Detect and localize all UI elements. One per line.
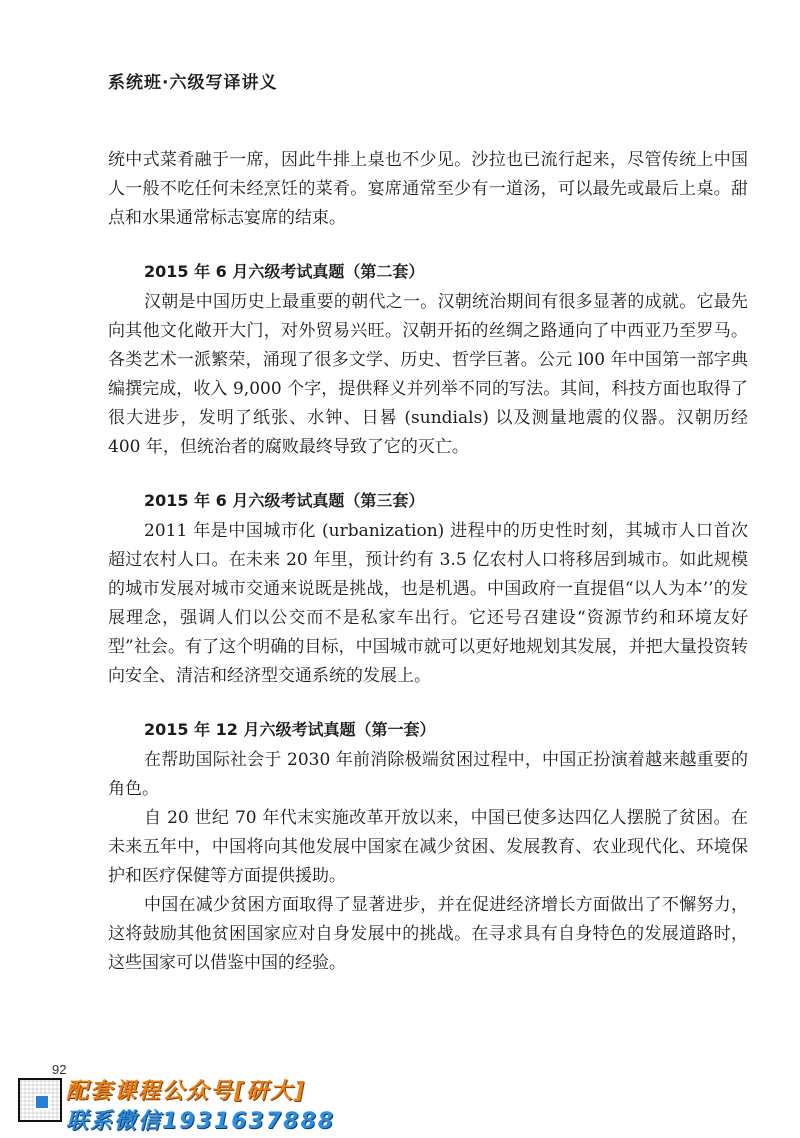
watermark-line-1: 配套课程公众号[研大] [66,1079,307,1104]
section-2015-06-set2 [108,259,748,462]
section-heading: 2015 年 6 月六级考试真题（第二套） [144,262,425,281]
section-2015-06-set3 [108,488,748,691]
section-paragraph: 2011 年是中国城市化 (urbanization) 进程中的历史性时刻，其城市人口首次超过农村人口。在未来 20 年里，预计约有 3.5 亿农村人口将移居到城市。如此规模的城市发展对城市交通来说既是挑战，也是机遇。中国政府一直提倡“以人为本’’的发展理念，强调人们以公交而不是私家车出行。它还号召建设“资源节约和环境友好型”社会。有了这个明确的目标，中国城市就可以更好地规划其发展，并把大量投资转向安全、清洁和经济型交通系统的发展上。 [108,521,748,686]
intro-paragraph: 统中式菜肴融于一席，因此牛排上桌也不少见。沙拉也已流行起来，尽管传统上中国人一般不吃任何未经烹饪的菜肴。宴席通常至少有一道汤，可以最先或最后上桌。甜点和水果通常标志宴席的结束。 [108,150,748,228]
running-header: 系统班·六级写译讲义 [108,73,278,93]
page-number: 92 [52,1062,67,1077]
section-paragraph: 自 20 世纪 70 年代末实施改革开放以来，中国已使多达四亿人摆脱了贫困。在未来五年中，中国将向其他发展中国家在减少贫困、发展教育、农业现代化、环境保护和医疗保健等方面提供援助。 [108,808,748,886]
section-2015-12-set1 [108,717,748,978]
section-paragraph: 汉朝是中国历史上最重要的朝代之一。汉朝统治期间有很多显著的成就。它最先向其他文化敞开大门，对外贸易兴旺。汉朝开拓的丝绸之路通向了中西亚乃至罗马。各类艺术一派繁荣，涌现了很多文学、历史、哲学巨著。公元 l00 年中国第一部字典编撰完成，收入 9,000 个字，提供释义并列举不同的写法。其间，科技方面也取得了很大进步，发明了纸张、水钟、日晷 (sundials) 以及测量地震的仪器。汉朝历经 400 年，但统治者的腐败最终导致了它的灭亡。 [108,292,748,457]
qr-code-icon [18,1078,62,1122]
section-heading: 2015 年 12 月六级考试真题（第一套） [144,720,436,739]
section-heading: 2015 年 6 月六级考试真题（第三套） [144,491,425,510]
section-paragraph: 在帮助国际社会于 2030 年前消除极端贫困过程中，中国正扮演着越来越重要的角色。 [108,750,748,799]
page-body [108,146,748,978]
watermark-line-2: 联系微信1931637888 [66,1109,336,1134]
section-paragraph: 中国在减少贫困方面取得了显著进步，并在促进经济增长方面做出了不懈努力，这将鼓励其他贫困国家应对自身发展中的挑战。在寻求具有自身特色的发展道路时，这些国家可以借鉴中国的经验。 [108,895,748,973]
